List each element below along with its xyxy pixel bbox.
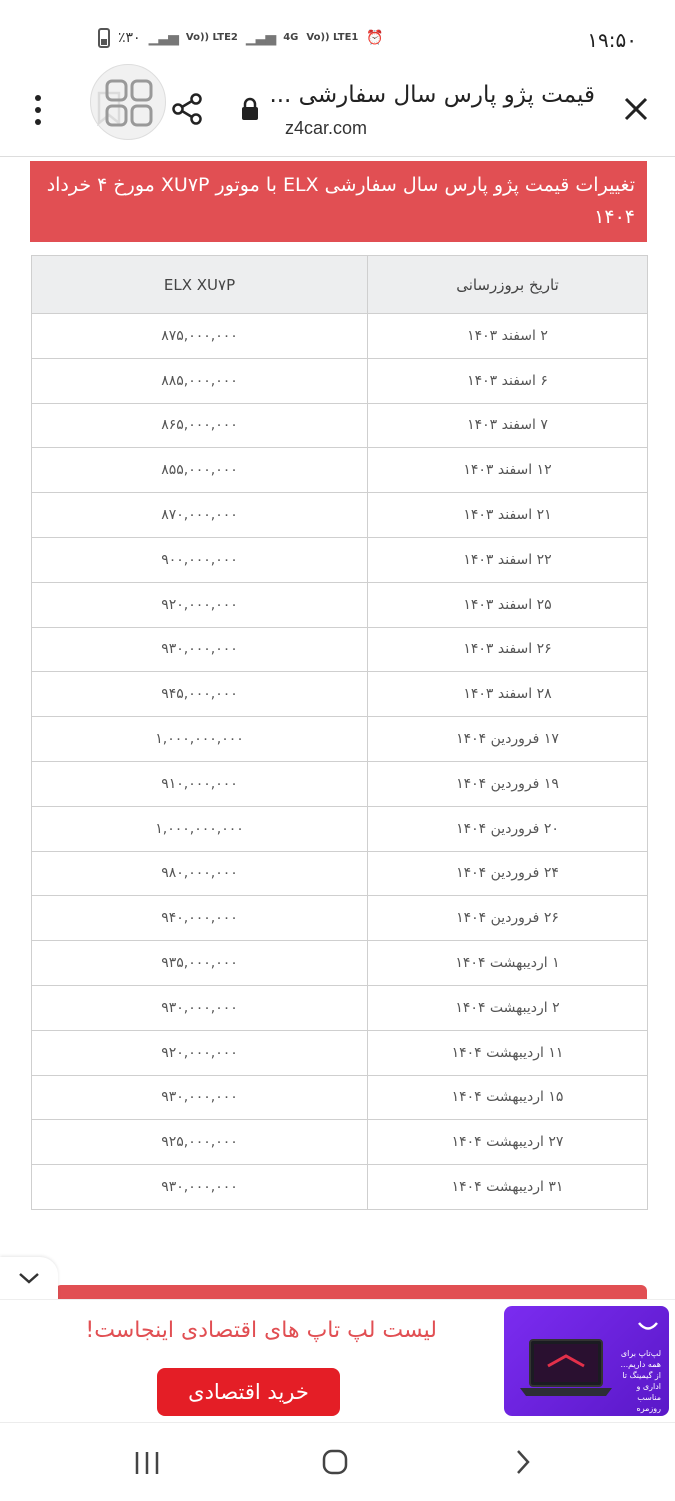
share-icon[interactable] — [170, 92, 204, 126]
price-cell: ۹۱۰,۰۰۰,۰۰۰ — [32, 761, 368, 806]
page-title: قیمت پژو پارس سال سفارشی ... — [269, 82, 595, 108]
date-cell: ۲۴ فروردین ۱۴۰۴ — [368, 851, 648, 896]
status-bar — [0, 0, 675, 70]
home-icon[interactable] — [321, 1448, 349, 1476]
price-cell: ۸۸۵,۰۰۰,۰۰۰ — [32, 358, 368, 403]
signal-icon: ▁▃▅ — [148, 30, 178, 46]
price-cell: ۹۸۰,۰۰۰,۰۰۰ — [32, 851, 368, 896]
price-cell: ۹۴۵,۰۰۰,۰۰۰ — [32, 672, 368, 717]
header-price: ELX XU۷P — [32, 256, 368, 314]
date-cell: ۲۰ فروردین ۱۴۰۴ — [368, 806, 648, 851]
next-section-strip — [55, 1285, 647, 1299]
date-cell: ۲۱ اسفند ۱۴۰۳ — [368, 493, 648, 538]
price-cell: ۹۳۰,۰۰۰,۰۰۰ — [32, 1165, 368, 1210]
more-menu-icon[interactable] — [30, 94, 46, 126]
apps-grid-icon[interactable] — [104, 78, 154, 128]
battery-level: ٪۳۰ — [118, 30, 141, 46]
date-cell: ۲۲ اسفند ۱۴۰۳ — [368, 537, 648, 582]
table-row — [32, 1075, 648, 1120]
chevron-down-icon[interactable] — [17, 1270, 41, 1286]
battery-icon — [98, 28, 110, 48]
signal-icon-2: ▁▃▅ — [245, 30, 276, 46]
table-row — [32, 672, 648, 717]
price-cell: ۹۳۰,۰۰۰,۰۰۰ — [32, 985, 368, 1030]
price-cell: ۸۷۰,۰۰۰,۰۰۰ — [32, 493, 368, 538]
table-header-row — [32, 256, 648, 314]
price-cell: ۸۶۵,۰۰۰,۰۰۰ — [32, 403, 368, 448]
sim1-label: Vo)) LTE1 — [306, 32, 359, 43]
date-cell: ۱۵ اردیبهشت ۱۴۰۴ — [368, 1075, 648, 1120]
date-cell: ۷ اسفند ۱۴۰۳ — [368, 403, 648, 448]
price-cell: ۹۲۵,۰۰۰,۰۰۰ — [32, 1120, 368, 1165]
table-row — [32, 717, 648, 762]
header-date: تاریخ بروزرسانی — [368, 256, 648, 314]
back-icon[interactable] — [514, 1448, 532, 1476]
price-cell: ۹۳۵,۰۰۰,۰۰۰ — [32, 941, 368, 986]
price-cell: ۸۷۵,۰۰۰,۰۰۰ — [32, 314, 368, 359]
table-row — [32, 941, 648, 986]
date-cell: ۲۵ اسفند ۱۴۰۳ — [368, 582, 648, 627]
date-cell: ۲ اسفند ۱۴۰۳ — [368, 314, 648, 359]
table-row — [32, 761, 648, 806]
date-cell: ۶ اسفند ۱۴۰۳ — [368, 358, 648, 403]
price-cell: ۹۲۰,۰۰۰,۰۰۰ — [32, 582, 368, 627]
table-row — [32, 448, 648, 493]
table-row — [32, 493, 648, 538]
page-domain[interactable]: z4car.com — [285, 118, 368, 138]
table-row — [32, 537, 648, 582]
table-row — [32, 403, 648, 448]
table-row — [32, 1120, 648, 1165]
date-cell: ۱۷ فروردین ۱۴۰۴ — [368, 717, 648, 762]
date-cell: ۲۷ اردیبهشت ۱۴۰۴ — [368, 1120, 648, 1165]
section-title: تغییرات قیمت پژو پارس سال سفارشی ELX با موتور XU۷P مورخ ۴ خرداد ۱۴۰۴ — [30, 161, 647, 242]
price-cell: ۹۳۰,۰۰۰,۰۰۰ — [32, 627, 368, 672]
date-cell: ۲۸ اسفند ۱۴۰۳ — [368, 672, 648, 717]
network-type: 4G — [283, 32, 299, 43]
price-table — [31, 255, 648, 1210]
price-cell: ۹۳۰,۰۰۰,۰۰۰ — [32, 1075, 368, 1120]
price-cell: ۹۲۰,۰۰۰,۰۰۰ — [32, 1030, 368, 1075]
table-row — [32, 1165, 648, 1210]
table-row — [32, 358, 648, 403]
table-row — [32, 985, 648, 1030]
status-icons — [98, 28, 384, 48]
ad-image[interactable] — [504, 1306, 669, 1416]
recent-apps-icon[interactable] — [133, 1450, 161, 1476]
ad-image-text: لپ‌تاپ برای همه داریم... از گیمینگ تا اداری و مناسب روزمره — [620, 1349, 661, 1413]
table-row — [32, 896, 648, 941]
date-cell: ۲ اردیبهشت ۱۴۰۴ — [368, 985, 648, 1030]
date-cell: ۱۹ فروردین ۱۴۰۴ — [368, 761, 648, 806]
price-cell: ۱,۰۰۰,۰۰۰,۰۰۰ — [32, 806, 368, 851]
date-cell: ۱۲ اسفند ۱۴۰۳ — [368, 448, 648, 493]
table-row — [32, 1030, 648, 1075]
ad-headline[interactable]: لیست لپ تاپ های اقتصادی اینجاست! — [85, 1318, 437, 1343]
price-cell: ۸۵۵,۰۰۰,۰۰۰ — [32, 448, 368, 493]
sim2-label: Vo)) LTE2 — [185, 32, 238, 43]
table-row — [32, 806, 648, 851]
lock-icon[interactable] — [240, 97, 260, 121]
date-cell: ۳۱ اردیبهشت ۱۴۰۴ — [368, 1165, 648, 1210]
close-icon[interactable] — [619, 92, 653, 126]
date-cell: ۲۶ فروردین ۱۴۰۴ — [368, 896, 648, 941]
laptop-icon — [518, 1336, 614, 1402]
table-row — [32, 851, 648, 896]
ad-buy-button[interactable]: خرید اقتصادی — [157, 1368, 340, 1416]
alarm-icon: ⏰ — [366, 30, 384, 46]
table-row — [32, 582, 648, 627]
brand-logo-icon — [637, 1320, 659, 1334]
date-cell: ۱۱ اردیبهشت ۱۴۰۴ — [368, 1030, 648, 1075]
table-row — [32, 314, 648, 359]
price-cell: ۹۴۰,۰۰۰,۰۰۰ — [32, 896, 368, 941]
price-cell: ۱,۰۰۰,۰۰۰,۰۰۰ — [32, 717, 368, 762]
table-row — [32, 627, 648, 672]
date-cell: ۱ اردیبهشت ۱۴۰۴ — [368, 941, 648, 986]
status-time: ۱۹:۵۰ — [587, 28, 637, 52]
date-cell: ۲۶ اسفند ۱۴۰۳ — [368, 627, 648, 672]
price-cell: ۹۰۰,۰۰۰,۰۰۰ — [32, 537, 368, 582]
